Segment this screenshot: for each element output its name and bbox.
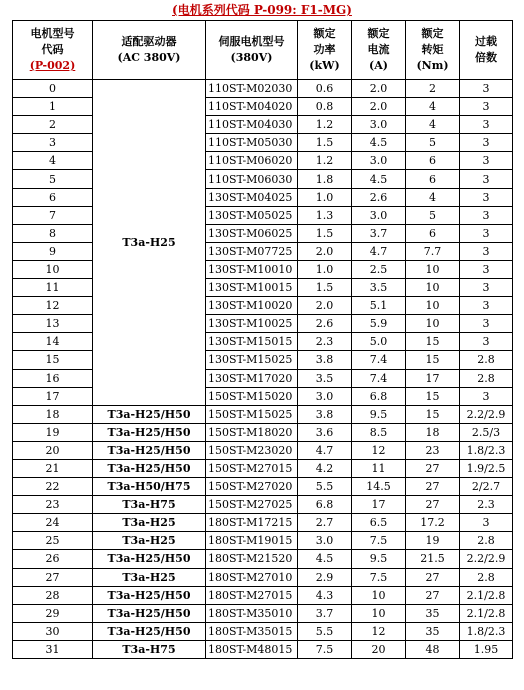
- rated-current-cell: 17: [352, 496, 406, 514]
- overload-cell: 1.8/2.3: [460, 441, 513, 459]
- header-rated-current-line: 电流: [367, 43, 390, 56]
- rated-torque-cell: 17: [406, 369, 460, 387]
- table-row: [13, 188, 513, 206]
- overload-cell: 2.8: [460, 369, 513, 387]
- header-rated-torque-line: 额定: [421, 27, 444, 40]
- rated-current-cell: 12: [352, 441, 406, 459]
- motor-code-cell: 13: [13, 315, 93, 333]
- rated-torque-cell: 15: [406, 405, 460, 423]
- header-driver-line: (AC 380V): [117, 51, 181, 64]
- motor-model-cell: 150ST-M15025: [206, 405, 298, 423]
- motor-model-cell: 130ST-M17020: [206, 369, 298, 387]
- rated-current-cell: 11: [352, 459, 406, 477]
- motor-code-cell: 29: [13, 604, 93, 622]
- header-motor-code: [13, 21, 93, 80]
- motor-model-cell: 180ST-M35010: [206, 604, 298, 622]
- rated-torque-cell: 2: [406, 80, 460, 98]
- overload-cell: 3: [460, 224, 513, 242]
- rated-current-cell: 4.7: [352, 242, 406, 260]
- motor-model-cell: 110ST-M04020: [206, 98, 298, 116]
- motor-code-cell: 3: [13, 134, 93, 152]
- rated-torque-cell: 17.2: [406, 514, 460, 532]
- header-rated-torque-line: (Nm): [416, 59, 449, 72]
- motor-model-cell: 180ST-M35015: [206, 622, 298, 640]
- table-row: [13, 242, 513, 260]
- driver-cell: T3a-H25/H50: [93, 405, 206, 423]
- header-overload-line: 过载: [475, 35, 497, 48]
- motor-code-cell: 19: [13, 423, 93, 441]
- header-rated-current-line: 额定: [367, 27, 390, 40]
- motor-code-cell: 18: [13, 405, 93, 423]
- header-motor-code-line: 电机型号: [30, 27, 75, 40]
- rated-power-cell: 0.8: [298, 98, 352, 116]
- motor-code-cell: 15: [13, 351, 93, 369]
- rated-power-cell: 1.5: [298, 134, 352, 152]
- rated-torque-cell: 19: [406, 532, 460, 550]
- rated-current-cell: 8.5: [352, 423, 406, 441]
- rated-power-cell: 1.0: [298, 188, 352, 206]
- overload-cell: 3: [460, 297, 513, 315]
- rated-current-cell: 12: [352, 622, 406, 640]
- motor-code-cell: 4: [13, 152, 93, 170]
- rated-torque-cell: 15: [406, 333, 460, 351]
- motor-spec-table: [12, 20, 513, 659]
- rated-torque-cell: 6: [406, 152, 460, 170]
- rated-power-cell: 1.0: [298, 260, 352, 278]
- rated-power-cell: 4.2: [298, 459, 352, 477]
- rated-power-cell: 3.7: [298, 604, 352, 622]
- overload-cell: 3: [460, 80, 513, 98]
- table-row: [13, 496, 513, 514]
- motor-code-cell: 5: [13, 170, 93, 188]
- table-row: [13, 604, 513, 622]
- rated-power-cell: 2.0: [298, 242, 352, 260]
- header-rated-current: [352, 21, 406, 80]
- table-row: [13, 152, 513, 170]
- rated-current-cell: 9.5: [352, 405, 406, 423]
- motor-code-cell: 30: [13, 622, 93, 640]
- overload-cell: 3: [460, 387, 513, 405]
- rated-torque-cell: 6: [406, 224, 460, 242]
- motor-code-cell: 16: [13, 369, 93, 387]
- header-row: [13, 21, 513, 80]
- motor-model-cell: 150ST-M27015: [206, 459, 298, 477]
- motor-model-cell: 150ST-M27020: [206, 478, 298, 496]
- table-body: [13, 80, 513, 659]
- driver-cell: T3a-H25/H50: [93, 622, 206, 640]
- rated-power-cell: 1.2: [298, 116, 352, 134]
- rated-power-cell: 2.7: [298, 514, 352, 532]
- rated-power-cell: 2.0: [298, 297, 352, 315]
- header-driver: [93, 21, 206, 80]
- header-rated-power-line: (kW): [309, 59, 340, 72]
- table-row: [13, 441, 513, 459]
- overload-cell: 3: [460, 315, 513, 333]
- header-rated-power-line: 额定: [313, 27, 336, 40]
- table-row: [13, 224, 513, 242]
- motor-code-cell: 14: [13, 333, 93, 351]
- driver-cell: T3a-H75: [93, 496, 206, 514]
- table-row: [13, 333, 513, 351]
- rated-torque-cell: 18: [406, 423, 460, 441]
- table-row: [13, 279, 513, 297]
- rated-power-cell: 3.0: [298, 387, 352, 405]
- rated-current-cell: 2.6: [352, 188, 406, 206]
- motor-code-cell: 26: [13, 550, 93, 568]
- rated-torque-cell: 10: [406, 315, 460, 333]
- rated-current-cell: 7.4: [352, 369, 406, 387]
- overload-cell: 2.1/2.8: [460, 586, 513, 604]
- rated-current-cell: 10: [352, 586, 406, 604]
- header-rated-power: [298, 21, 352, 80]
- driver-cell-merged: T3a-H25: [93, 80, 206, 406]
- motor-code-cell: 9: [13, 242, 93, 260]
- rated-current-cell: 5.0: [352, 333, 406, 351]
- overload-cell: 2.5/3: [460, 423, 513, 441]
- rated-power-cell: 1.8: [298, 170, 352, 188]
- table-row: [13, 550, 513, 568]
- rated-torque-cell: 7.7: [406, 242, 460, 260]
- motor-model-cell: 130ST-M07725: [206, 242, 298, 260]
- driver-cell: T3a-H25/H50: [93, 459, 206, 477]
- rated-current-cell: 14.5: [352, 478, 406, 496]
- rated-current-cell: 6.5: [352, 514, 406, 532]
- rated-torque-cell: 35: [406, 604, 460, 622]
- rated-torque-cell: 48: [406, 640, 460, 658]
- header-motor-code-line: 代码: [41, 43, 64, 56]
- motor-code-cell: 7: [13, 206, 93, 224]
- header-driver-line: 适配驱动器: [121, 35, 177, 48]
- driver-cell: T3a-H25/H50: [93, 441, 206, 459]
- overload-cell: 3: [460, 514, 513, 532]
- rated-current-cell: 3.7: [352, 224, 406, 242]
- motor-model-cell: 110ST-M05030: [206, 134, 298, 152]
- motor-code-cell: 17: [13, 387, 93, 405]
- table-row: [13, 640, 513, 658]
- motor-model-cell: 150ST-M18020: [206, 423, 298, 441]
- rated-current-cell: 10: [352, 604, 406, 622]
- rated-current-cell: 3.0: [352, 152, 406, 170]
- table-row: [13, 351, 513, 369]
- table-row: [13, 260, 513, 278]
- header-rated-torque: [406, 21, 460, 80]
- motor-code-cell: 10: [13, 260, 93, 278]
- driver-cell: T3a-H25: [93, 532, 206, 550]
- overload-cell: 1.9/2.5: [460, 459, 513, 477]
- motor-model-cell: 180ST-M27010: [206, 568, 298, 586]
- driver-cell: T3a-H25/H50: [93, 423, 206, 441]
- rated-torque-cell: 5: [406, 206, 460, 224]
- table-row: [13, 568, 513, 586]
- motor-code-cell: 12: [13, 297, 93, 315]
- rated-power-cell: 7.5: [298, 640, 352, 658]
- table-row: [13, 80, 513, 98]
- header-motor-model-line: (380V): [230, 51, 273, 64]
- overload-cell: 2/2.7: [460, 478, 513, 496]
- rated-current-cell: 7.4: [352, 351, 406, 369]
- motor-code-cell: 21: [13, 459, 93, 477]
- motor-code-cell: 28: [13, 586, 93, 604]
- motor-model-cell: 110ST-M02030: [206, 80, 298, 98]
- header-rated-torque-line: 转矩: [421, 43, 444, 56]
- overload-cell: 3: [460, 242, 513, 260]
- rated-current-cell: 2.5: [352, 260, 406, 278]
- motor-model-cell: 130ST-M05025: [206, 206, 298, 224]
- rated-power-cell: 1.5: [298, 279, 352, 297]
- motor-code-cell: 0: [13, 80, 93, 98]
- motor-model-cell: 180ST-M27015: [206, 586, 298, 604]
- rated-torque-cell: 21.5: [406, 550, 460, 568]
- rated-torque-cell: 35: [406, 622, 460, 640]
- driver-cell: T3a-H75: [93, 640, 206, 658]
- motor-model-cell: 110ST-M06030: [206, 170, 298, 188]
- table-row: [13, 478, 513, 496]
- motor-model-cell: 130ST-M10025: [206, 315, 298, 333]
- table-row: [13, 206, 513, 224]
- rated-torque-cell: 27: [406, 496, 460, 514]
- rated-power-cell: 2.3: [298, 333, 352, 351]
- overload-cell: 3: [460, 98, 513, 116]
- header-motor-model: [206, 21, 298, 80]
- motor-model-cell: 110ST-M04030: [206, 116, 298, 134]
- table-row: [13, 459, 513, 477]
- motor-model-cell: 110ST-M06020: [206, 152, 298, 170]
- rated-power-cell: 1.2: [298, 152, 352, 170]
- driver-cell: T3a-H25: [93, 514, 206, 532]
- motor-code-cell: 1: [13, 98, 93, 116]
- motor-model-cell: 130ST-M15025: [206, 351, 298, 369]
- table-row: [13, 586, 513, 604]
- rated-torque-cell: 4: [406, 98, 460, 116]
- rated-current-cell: 2.0: [352, 80, 406, 98]
- motor-model-cell: 180ST-M17215: [206, 514, 298, 532]
- motor-code-cell: 22: [13, 478, 93, 496]
- header-rated-power-line: 功率: [313, 43, 336, 56]
- rated-torque-cell: 27: [406, 586, 460, 604]
- rated-power-cell: 2.9: [298, 568, 352, 586]
- rated-power-cell: 3.0: [298, 532, 352, 550]
- overload-cell: 3: [460, 279, 513, 297]
- overload-cell: 1.95: [460, 640, 513, 658]
- rated-current-cell: 4.5: [352, 134, 406, 152]
- motor-code-cell: 8: [13, 224, 93, 242]
- overload-cell: 3: [460, 333, 513, 351]
- motor-model-cell: 180ST-M19015: [206, 532, 298, 550]
- motor-model-cell: 130ST-M10015: [206, 279, 298, 297]
- rated-power-cell: 4.7: [298, 441, 352, 459]
- rated-torque-cell: 10: [406, 279, 460, 297]
- motor-code-cell: 27: [13, 568, 93, 586]
- motor-code-cell: 2: [13, 116, 93, 134]
- header-motor-code-line: (P-002): [29, 59, 76, 72]
- rated-torque-cell: 27: [406, 459, 460, 477]
- overload-cell: 3: [460, 116, 513, 134]
- rated-power-cell: 2.6: [298, 315, 352, 333]
- table-row: [13, 297, 513, 315]
- rated-torque-cell: 10: [406, 297, 460, 315]
- rated-power-cell: 1.3: [298, 206, 352, 224]
- overload-cell: 2.8: [460, 568, 513, 586]
- table-row: [13, 170, 513, 188]
- table-row: [13, 387, 513, 405]
- overload-cell: 3: [460, 188, 513, 206]
- motor-model-cell: 150ST-M27025: [206, 496, 298, 514]
- overload-cell: 2.2/2.9: [460, 405, 513, 423]
- overload-cell: 2.3: [460, 496, 513, 514]
- rated-torque-cell: 4: [406, 116, 460, 134]
- motor-model-cell: 150ST-M15020: [206, 387, 298, 405]
- rated-power-cell: 3.5: [298, 369, 352, 387]
- table-row: [13, 98, 513, 116]
- overload-cell: 2.8: [460, 532, 513, 550]
- table-row: [13, 514, 513, 532]
- motor-model-cell: 180ST-M21520: [206, 550, 298, 568]
- driver-cell: T3a-H50/H75: [93, 478, 206, 496]
- rated-power-cell: 4.5: [298, 550, 352, 568]
- rated-current-cell: 3.0: [352, 116, 406, 134]
- motor-model-cell: 130ST-M06025: [206, 224, 298, 242]
- motor-model-cell: 130ST-M15015: [206, 333, 298, 351]
- driver-cell: T3a-H25/H50: [93, 586, 206, 604]
- rated-torque-cell: 15: [406, 351, 460, 369]
- rated-torque-cell: 27: [406, 568, 460, 586]
- overload-cell: 2.1/2.8: [460, 604, 513, 622]
- motor-code-cell: 31: [13, 640, 93, 658]
- rated-torque-cell: 27: [406, 478, 460, 496]
- driver-cell: T3a-H25: [93, 568, 206, 586]
- motor-code-cell: 20: [13, 441, 93, 459]
- motor-model-cell: 150ST-M23020: [206, 441, 298, 459]
- rated-current-cell: 4.5: [352, 170, 406, 188]
- rated-current-cell: 3.0: [352, 206, 406, 224]
- rated-power-cell: 3.8: [298, 351, 352, 369]
- rated-current-cell: 9.5: [352, 550, 406, 568]
- header-overload-line: 倍数: [475, 51, 497, 64]
- rated-current-cell: 7.5: [352, 532, 406, 550]
- overload-cell: 3: [460, 170, 513, 188]
- overload-cell: 2.8: [460, 351, 513, 369]
- rated-power-cell: 0.6: [298, 80, 352, 98]
- rated-current-cell: 3.5: [352, 279, 406, 297]
- rated-current-cell: 5.9: [352, 315, 406, 333]
- rated-power-cell: 4.3: [298, 586, 352, 604]
- rated-torque-cell: 5: [406, 134, 460, 152]
- rated-current-cell: 20: [352, 640, 406, 658]
- driver-cell: T3a-H25/H50: [93, 604, 206, 622]
- rated-torque-cell: 23: [406, 441, 460, 459]
- table-row: [13, 532, 513, 550]
- table-row: [13, 405, 513, 423]
- rated-power-cell: 3.8: [298, 405, 352, 423]
- overload-cell: 3: [460, 260, 513, 278]
- motor-model-cell: 180ST-M48015: [206, 640, 298, 658]
- overload-cell: 3: [460, 134, 513, 152]
- rated-current-cell: 2.0: [352, 98, 406, 116]
- motor-model-cell: 130ST-M04025: [206, 188, 298, 206]
- driver-cell: T3a-H25/H50: [93, 550, 206, 568]
- rated-power-cell: 1.5: [298, 224, 352, 242]
- header-motor-model-line: 伺服电机型号: [218, 35, 285, 48]
- motor-code-cell: 25: [13, 532, 93, 550]
- rated-power-cell: 3.6: [298, 423, 352, 441]
- overload-cell: 2.2/2.9: [460, 550, 513, 568]
- motor-code-cell: 11: [13, 279, 93, 297]
- header-rated-current-line: (A): [369, 59, 388, 72]
- rated-power-cell: 5.5: [298, 478, 352, 496]
- overload-cell: 1.8/2.3: [460, 622, 513, 640]
- motor-code-cell: 6: [13, 188, 93, 206]
- table-row: [13, 134, 513, 152]
- table-row: [13, 116, 513, 134]
- overload-cell: 3: [460, 206, 513, 224]
- motor-model-cell: 130ST-M10010: [206, 260, 298, 278]
- overload-cell: 3: [460, 152, 513, 170]
- rated-current-cell: 5.1: [352, 297, 406, 315]
- table-row: [13, 315, 513, 333]
- rated-torque-cell: 6: [406, 170, 460, 188]
- header-overload: [460, 21, 513, 80]
- rated-torque-cell: 15: [406, 387, 460, 405]
- rated-torque-cell: 4: [406, 188, 460, 206]
- table-row: [13, 369, 513, 387]
- table-row: [13, 622, 513, 640]
- rated-current-cell: 6.8: [352, 387, 406, 405]
- motor-code-cell: 23: [13, 496, 93, 514]
- rated-power-cell: 6.8: [298, 496, 352, 514]
- rated-power-cell: 5.5: [298, 622, 352, 640]
- motor-code-cell: 24: [13, 514, 93, 532]
- motor-model-cell: 130ST-M10020: [206, 297, 298, 315]
- rated-current-cell: 7.5: [352, 568, 406, 586]
- rated-torque-cell: 10: [406, 260, 460, 278]
- table-title: (电机系列代码 P-099: F1-MG): [172, 3, 352, 17]
- table-row: [13, 423, 513, 441]
